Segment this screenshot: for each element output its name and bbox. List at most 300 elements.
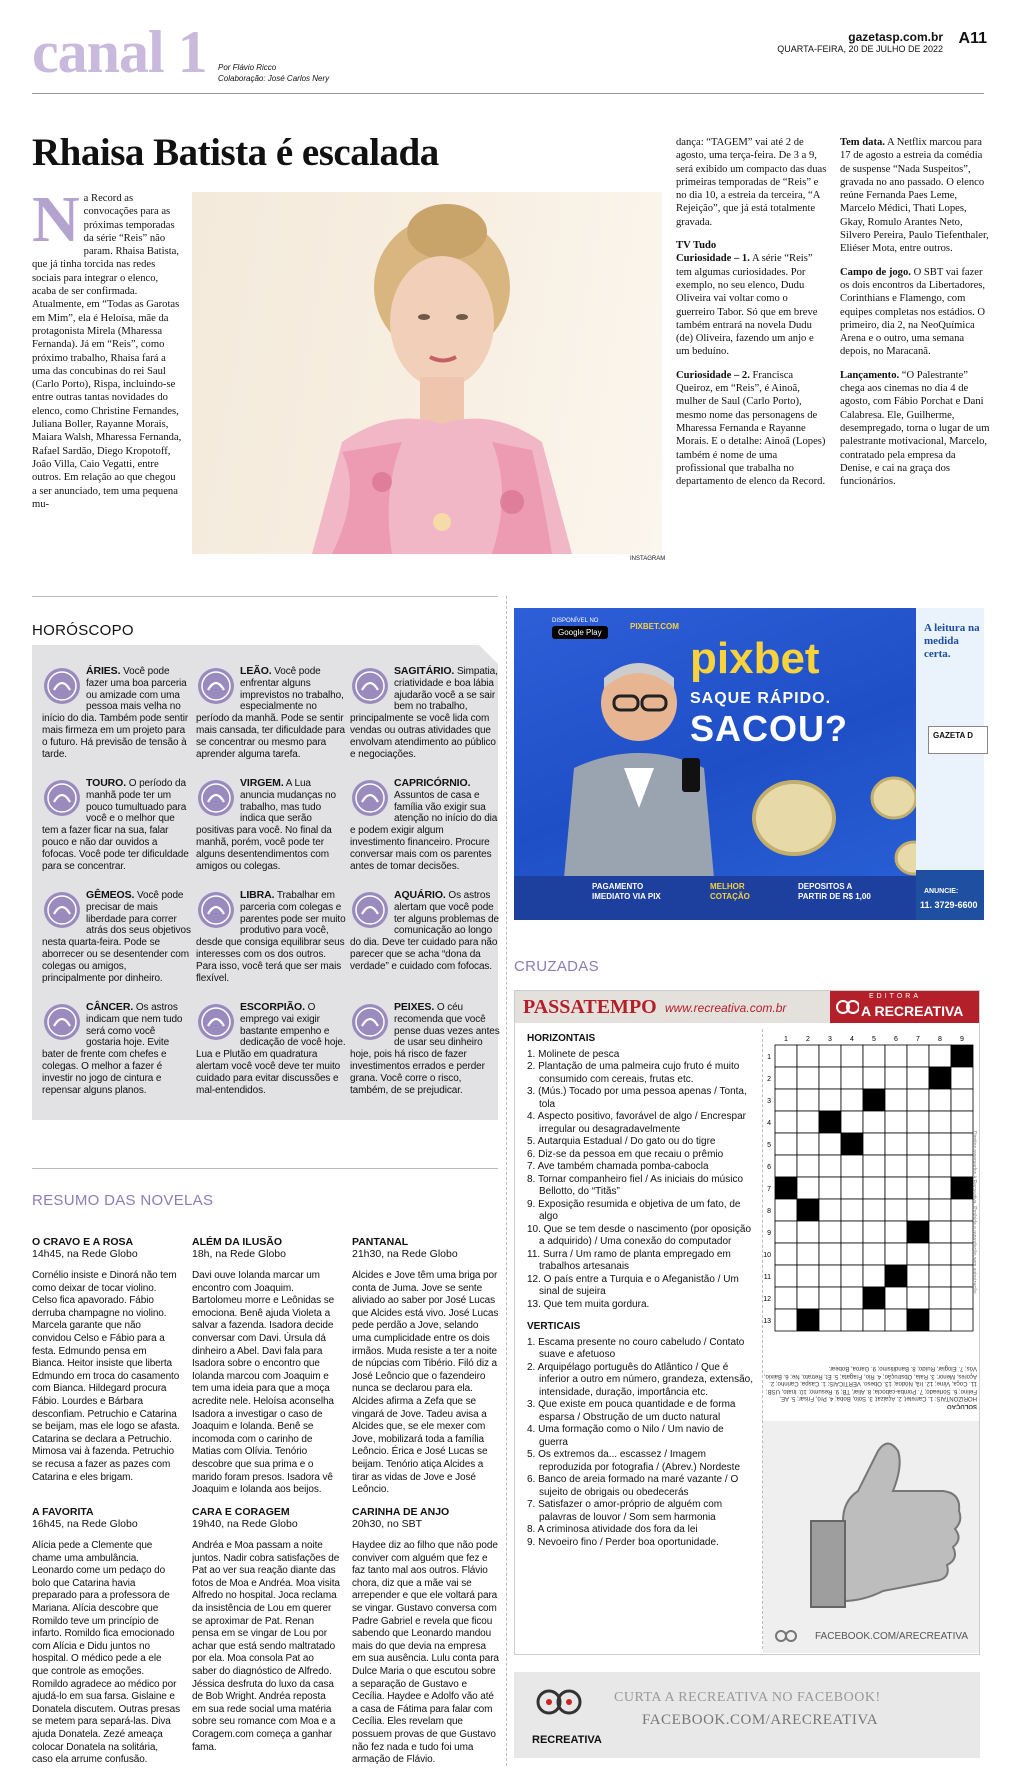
grid-cell[interactable] xyxy=(951,1133,973,1155)
corner-fold-icon xyxy=(479,645,499,665)
section-logo: canal 1 xyxy=(32,19,207,85)
clue-horizontal: 4. Aspecto positivo, favorável de algo / Encrespar irregular ou desagradavelmente xyxy=(527,1111,747,1135)
clue-vertical: 1. Escama presente no couro cabeludo / Contato suave e afetuoso xyxy=(527,1336,745,1360)
grid-cell[interactable] xyxy=(885,1287,907,1309)
grid-cell[interactable] xyxy=(885,1221,907,1243)
divider-novelas xyxy=(32,1168,498,1169)
novela-summary: Andréa e Moa passam a noite juntos. Nadir cobra satisfações de Pat ao ver sua reação diante das fotos de Moa e Andréa. Moa visita Alfredo no hospital. Joca reclama da insistência de Lou em querer se aproximar de Pat. Renan pensa em se vingar de Lou por achar que está sendo maltratado por ela. Moa consola Pat ao saber do diagnóstico de Alfredo. Jéssica desfruta do luxo da casa de Bob Wright. Andréa reposta em sua rede social uma matéria sobre seu romance com Moa e a Coragem.com começa a ganhar fama. xyxy=(192,1540,340,1753)
clue-vertical: 8. A criminosa atividade dos fora da lei xyxy=(527,1524,698,1535)
grid-cell[interactable] xyxy=(841,1287,863,1309)
verticais-list xyxy=(527,1337,755,1550)
grid-cell[interactable] xyxy=(951,1287,973,1309)
side-ad-text: A leitura na medida certa. xyxy=(924,622,980,660)
grid-cell[interactable] xyxy=(929,1045,951,1067)
grid-cell[interactable] xyxy=(907,1199,929,1221)
horoscope-sign-name: ESCORPIÃO. xyxy=(240,1001,305,1013)
novela-item xyxy=(32,1236,180,1498)
clue-horizontal: 2. Plantação de uma palmeira cujo fruto é muito consumido com cereais, frutas etc. xyxy=(527,1061,740,1085)
grid-cell[interactable] xyxy=(929,1243,951,1265)
clue-vertical: 5. Os extremos da... escassez / Imagem reproduzida por fotografia / (Abrev.) Nordeste xyxy=(527,1449,741,1473)
grid-cell[interactable] xyxy=(819,1155,841,1177)
horoscope-sign-name: ÁRIES. xyxy=(86,665,121,677)
grid-cell[interactable] xyxy=(819,1199,841,1221)
issue-date: QUARTA-FEIRA, 20 DE JULHO DE 2022 xyxy=(777,44,943,54)
dropcap: N xyxy=(32,192,80,256)
cruzadas-title: CRUZADAS xyxy=(514,958,599,975)
side-ad[interactable] xyxy=(916,608,984,920)
horoscope-sign-name: LEÃO. xyxy=(240,665,272,677)
grid-cell[interactable] xyxy=(951,1111,973,1133)
grid-row-number: 2 xyxy=(767,1076,771,1083)
grid-cell[interactable] xyxy=(929,1111,951,1133)
grid-cell[interactable] xyxy=(797,1287,819,1309)
side-ad-phone[interactable]: 11. 3729-6600 xyxy=(920,900,978,910)
grid-block xyxy=(797,1309,819,1331)
grid-cell[interactable] xyxy=(885,1199,907,1221)
thumbs-up-icon xyxy=(763,1421,979,1621)
grid-cell[interactable] xyxy=(775,1089,797,1111)
grid-cell[interactable] xyxy=(885,1177,907,1199)
horoscope-sign xyxy=(350,778,500,886)
verticais-title: VERTICAIS xyxy=(527,1321,581,1332)
horoscope-sign-name: AQUÁRIO. xyxy=(394,889,446,901)
grid-cell[interactable] xyxy=(841,1045,863,1067)
grid-cell[interactable] xyxy=(841,1221,863,1243)
grid-cell[interactable] xyxy=(929,1089,951,1111)
grid-cell[interactable] xyxy=(775,1287,797,1309)
clue-horizontal: 9. Exposição resumida e objetiva de um fato, de algo xyxy=(527,1198,741,1222)
horoscope-sign xyxy=(196,890,346,998)
novela-title: ALÉM DA ILUSÃO xyxy=(192,1236,283,1248)
novela-summary: Davi ouve Iolanda marcar um encontro com Joaquim. Bartolomeu morre e Leônidas se emociona. Benê ajuda Violeta a salvar a fazenda. Isadora decide conversar com Davi. Úrsula dá dinheiro a Abel. Davi fala para Isadora sobre o encontro que Iolanda marcou com Joaquim e tem uma ideia para que a moça acredite nele. Heloísa aconselha Isadora a investigar o caso de Joaquim e Iolanda. Benê se incomoda com o carinho de Matias com Olívia. Tenório descobre que sua prima e o marido foram presos. Isadora vê Joaquim e Iolanda aos beijos. xyxy=(192,1270,335,1496)
passatempo-box xyxy=(514,990,980,1655)
col3-heading-temdata: Tem data. xyxy=(840,137,885,148)
grid-cell[interactable] xyxy=(841,1155,863,1177)
horoscope-text xyxy=(42,1002,192,1096)
grid-cell[interactable] xyxy=(841,1067,863,1089)
grid-cell[interactable] xyxy=(885,1309,907,1331)
grid-cell[interactable] xyxy=(819,1089,841,1111)
novela-title: A FAVORITA xyxy=(32,1506,94,1518)
grid-block xyxy=(775,1177,797,1199)
clue-horizontal: 6. Diz-se da pessoa em que recaiu o prêmio xyxy=(527,1148,724,1160)
fb-banner-line-2[interactable]: FACEBOOK.COM/ARECREATIVA xyxy=(642,1712,879,1728)
novelas-title: RESUMO DAS NOVELAS xyxy=(32,1192,214,1209)
article-photo xyxy=(192,192,662,554)
novela-summary: Cornélio insiste e Dinorá não tem como deixar de tocar violino. Celso fica apavorado. Fábio derruba champagne no violino. Marcela garante que não convidou Celso e Fábio para a festa. Edmundo pensa em Bianca. Heitor insiste que liberta Edmundo em troca do casamento com Bianca. Hildegard procura Fábio. Lourdes e Bárbara desconfiam. Petruchio e Catarina se beijam, mas ele logo se afasta. Catarina se declara a Petruchio. Mimosa vai à fazenda. Petruchio se recusa a fazer as pazes com Catarina e eles brigam. xyxy=(32,1270,180,1483)
grid-cell[interactable] xyxy=(819,1221,841,1243)
novela-summary: Alícia pede a Clemente que chame uma ambulância. Leonardo come um pedaço do bolo que Catarina havia preparado para a professora de Mariana. Alícia descobre que Romildo teve um princípio de infarto. Romildo fica emocionado com Alícia e Didu juntos no hospital. O médico pede a ele que controle as emoções. Romildo agradece ao médico por ajudá-lo em sua farsa. Gislaine e Donatela discutem. Outras presas se metem para separá-las. Diva ajuda Donatela. Zezé ameaça colocar Donatela na solitária, caso ela arrume confusão. xyxy=(32,1540,180,1766)
novela-schedule: 19h40, na Rede Globo xyxy=(192,1518,298,1530)
novela-title: PANTANAL xyxy=(352,1236,409,1248)
grid-cell[interactable] xyxy=(841,1199,863,1221)
col2-heading-curiosidade-1: Curiosidade – 1. xyxy=(676,253,750,265)
ad-feature-1: PAGAMENTO IMEDIATO VIA PIX xyxy=(592,882,661,901)
horoscope-sign xyxy=(350,1002,500,1110)
novela-item xyxy=(192,1236,340,1498)
facebook-inner-link[interactable]: FACEBOOK.COM/ARECREATIVA xyxy=(815,1631,968,1642)
clue-horizontal: 11. Surra / Um ramo de planta empregado em trabalhos artesanais xyxy=(527,1248,731,1272)
horoscope-text xyxy=(350,1002,500,1096)
grid-col-number: 3 xyxy=(828,1036,832,1043)
fb-banner-line-1: CURTA A RECREATIVA NO FACEBOOK! xyxy=(614,1690,881,1705)
col2-para-2: A série “Reis” tem algumas curiosidades. Por exemplo, no seu elenco, Dudu Oliveira vai voltar como o guerreiro Tabor. Só que em breve também entrará na novela Dudu (de) Oliveira, fazendo um anjo e um beduíno. xyxy=(676,253,818,358)
grid-cell[interactable] xyxy=(797,1177,819,1199)
grid-cell[interactable] xyxy=(775,1111,797,1133)
grid-row-number: 9 xyxy=(767,1230,771,1237)
col3-para-1: A Netflix marcou para 17 de agosto a estreia da comédia de suspense “Nada Suspeitos”, gravada no ano passado. O elenco reúne Fernanda Paes Leme, Marcelo Médici, Thati Lopes, Gkay, Romulo Arantes Neto, Silvero Pereira, Paulo Tiefenthaler, Eliéser Mota, entre outros. xyxy=(840,137,989,255)
grid-cell[interactable] xyxy=(863,1221,885,1243)
horoscope-sign xyxy=(42,1002,192,1110)
col2-heading-tvtudo: TV Tudo xyxy=(676,240,717,252)
solution-block xyxy=(763,1359,977,1409)
horoscope-sign-name: CÂNCER. xyxy=(86,1001,134,1013)
column-divider xyxy=(506,596,507,1766)
col3-para-3: “O Palestrante” chega aos cinemas no dia 4 de agosto, com Fábio Porchat e Dani Calabresa. Ele, Guilherme, desempregado, torna o lugar de um palestrante motivacional, Marcelo, contratado pela empresa da Denise, e cai na graça dos funcionários. xyxy=(840,369,990,488)
grid-cell[interactable] xyxy=(951,1199,973,1221)
grid-cell[interactable] xyxy=(929,1309,951,1331)
novela-schedule: 18h, na Rede Globo xyxy=(192,1248,286,1260)
grid-cell[interactable] xyxy=(841,1177,863,1199)
grid-cell[interactable] xyxy=(929,1221,951,1243)
grid-block xyxy=(885,1265,907,1287)
grid-cell[interactable] xyxy=(885,1067,907,1089)
grid-cell[interactable] xyxy=(885,1133,907,1155)
grid-cell[interactable] xyxy=(775,1199,797,1221)
google-play-badge[interactable]: Google Play xyxy=(552,626,608,639)
horoscope-sign-name: VIRGEM. xyxy=(240,777,284,789)
ad-feature-2: MELHOR COTAÇÃO xyxy=(710,882,750,901)
grid-cell[interactable] xyxy=(819,1067,841,1089)
grid-cell[interactable] xyxy=(885,1089,907,1111)
horoscope-sign-name: PEIXES. xyxy=(394,1001,435,1013)
publisher-editora: EDITORA xyxy=(869,993,921,1000)
clue-vertical: 7. Satisfazer o amor-próprio de alguém com palavras de louvor / Som sem harmonia xyxy=(527,1499,723,1523)
grid-cell[interactable] xyxy=(775,1221,797,1243)
grid-cell[interactable] xyxy=(929,1287,951,1309)
grid-cell[interactable] xyxy=(863,1265,885,1287)
publisher-name: A RECREATIVA xyxy=(861,1003,964,1019)
grid-cell[interactable] xyxy=(775,1243,797,1265)
novela-summary: Alcides e Jove têm uma briga por conta de Juma. Jove se sente aliviado ao saber por José Lucas que Alcides está vivo. José Lucas pede perdão a Jove, selando uma cumplicidade entre os dois irmãos. Muda resiste a ter a noite de núpcias com Tibério. Filó diz a José Leôncio que o fazendeiro nunca se declarou para ela. Alcides afirma a Zefa que se vingará de Jove. Tadeu avisa a Alcides que, se ele mexer com Jove, mobilizará toda a família Leôncio. Érica e José Lucas se beijam. Tenório atiça Alcides a tirar as vidas de Jove e José Leôncio. xyxy=(352,1270,499,1496)
novela-item xyxy=(352,1236,500,1498)
clue-vertical: 3. Que existe em pouca quantidade e de forma esparsa / Obstrução de um ducto natural xyxy=(527,1399,736,1423)
clue-vertical: 6. Banco de areia formado na maré vazante / O sujeito de obrigais ou obedecerás xyxy=(527,1474,739,1498)
horoscope-sign xyxy=(350,666,500,774)
passatempo-url[interactable]: www.recreativa.com.br xyxy=(665,1001,787,1015)
grid-row-number: 6 xyxy=(767,1164,771,1171)
grid-cell[interactable] xyxy=(797,1133,819,1155)
clue-horizontal: 10. Que se tem desde o nascimento (por oposição a adquirido) / Uma conexão do computador xyxy=(527,1223,752,1247)
facebook-banner[interactable] xyxy=(514,1672,980,1758)
horoscope-sign-text: O emprego vai exigir bastante empenho e dedicação de você hoje. Lua e Plutão em quadratura alertam você você deve ter muito cuidado para evitar discussões e mal-entendidos. xyxy=(196,1002,346,1096)
grid-row-number: 12 xyxy=(763,1296,771,1303)
page-number: A11 xyxy=(958,30,987,47)
horoscope-text xyxy=(196,890,346,984)
ad-site[interactable]: PIXBET.COM xyxy=(630,622,679,631)
divider-horoscope xyxy=(32,596,498,597)
grid-cell[interactable] xyxy=(797,1221,819,1243)
grid-cell[interactable] xyxy=(775,1045,797,1067)
grid-cell[interactable] xyxy=(929,1199,951,1221)
grid-cell[interactable] xyxy=(907,1045,929,1067)
site-url[interactable]: gazetasp.com.br xyxy=(848,30,943,44)
horoscope-text xyxy=(196,778,346,872)
horizontais-clues xyxy=(527,1033,755,1549)
ad-brand: pixbet xyxy=(690,634,820,683)
article-col-1-text: a Record as convocações para as próximas temporadas da série “Reis” não param. Rhaisa Batista, que já tinha torcida nas redes sociais para integrar o elenco, acaba de ser confirmada. Atualmente, em “Todas as Garotas em Mim”, ela é Heloísa, mãe da protagonista Mirela (Mharessa Fernanda). Já em “Reis”, como próximo trabalho, Rhaisa fará a uma das concubinas do rei Saul (Carlo Porto), Rispa, incluindo-se entre outras tantas novidades do elenco, como Christine Fernandes, Juliana Boller, Rayanne Morais, Maiara Walsh, Mharessa Fernanda, Rafael Sardão, Diego Kropotoff, João Villa, Caio Vegatti, entre outros. Em relação ao que chegou a ser anunciado, tem uma pequena mu- xyxy=(32,193,182,510)
novela-schedule: 16h45, na Rede Globo xyxy=(32,1518,138,1530)
clue-horizontal: 7. Ave também chamada pomba-cabocla xyxy=(527,1161,709,1172)
horoscope-sign-name: LIBRA. xyxy=(240,889,275,901)
horoscope-sign-text: Os astros alertam que você pode ter alguns problemas de comunicação ao longo do dia. Deve ter cuidado para não parecer que se acha “dona da verdade” e cuidado com fofocas. xyxy=(350,890,499,972)
horoscope-sign-text: A Lua anuncia mudanças no trabalho, mas tudo indica que serão positivas para você. No final da manhã, porém, você pode ter alguns desentendimentos com amigos ou colegas. xyxy=(196,778,336,872)
horoscope-sign-text: O período da manhã pode ter um pouco tumultuado para você e o melhor que tem a fazer ficar na sua, falar pouco e não dar ouvidos a fofocas. Você pode ter dificuldade para se concentrar. xyxy=(42,778,189,872)
grid-cell[interactable] xyxy=(797,1045,819,1067)
side-ad-newspaper: GAZETA D xyxy=(928,726,988,754)
grid-block xyxy=(907,1309,929,1331)
clue-vertical: 9. Nevoeiro fino / Perder boa oportunidade. xyxy=(527,1536,719,1548)
grid-cell[interactable] xyxy=(885,1111,907,1133)
grid-row-number: 10 xyxy=(763,1252,771,1259)
grid-cell[interactable] xyxy=(775,1155,797,1177)
ad-line-2: SACOU? xyxy=(690,708,848,749)
clue-horizontal: 1. Molinete de pesca xyxy=(527,1048,620,1060)
col2-para-1: dança: “TAGEM” vai até 2 de agosto, uma terça-feira. De 3 a 9, será exibido um compacto das duas primeiras temporadas de “Reis” e no dia 10, a estreia da terceira, “A Rejeição”, que já está totalmente gravada. xyxy=(676,137,827,228)
crossword-grid[interactable] xyxy=(761,1029,979,1359)
presenter-illustration xyxy=(544,648,714,878)
grid-cell[interactable] xyxy=(951,1067,973,1089)
owl-logo-icon xyxy=(835,995,859,1019)
grid-cell[interactable] xyxy=(929,1265,951,1287)
grid-row-number: 8 xyxy=(767,1208,771,1215)
grid-cell[interactable] xyxy=(819,1177,841,1199)
clue-vertical: 2. Arquipélago português do Atlântico / Que é inferior a outro em número, grandeza, extensão, intensidade, duração, importância etc. xyxy=(527,1361,754,1398)
solution-text: HORIZONTAIS: 1. Carretel; 2. Açaizal; 3. Solo, Boba; 4. Pró, Frisar; 5. AE, Felino; 6. Sorteado; 7. Pomba-cabocla; 8. Aliar, TB; 9. Resumo; 10. Inato, USB; 11. Coça, Vime; 12. Irã, Nódoa; 13. Obeso. VERTICAIS: 1. Caspa, Carinho; 2. Açores, Menor; 3. Rala, Obstrução; 4. Rio, Fragata; 5. Et, Retrato, Ne; 6. Baixio, Vós; 7. Elogiar, Ruído; 8. Banditismo; 9. Garoa, Bobear. xyxy=(763,1365,977,1402)
article-col-2 xyxy=(676,136,828,562)
horoscope-sign-text: Os astros indicam que nem tudo será como você gostaria hoje. Evite bater de frente com chefes e colegas. O melhor a fazer é investir no jogo de cintura e repensar alguns planos. xyxy=(42,1002,183,1096)
pixbet-ad[interactable] xyxy=(514,608,951,920)
grid-cell[interactable] xyxy=(797,1089,819,1111)
grid-cell[interactable] xyxy=(841,1243,863,1265)
horoscope-sign-name: CAPRICÓRNIO. xyxy=(394,777,471,789)
grid-cell[interactable] xyxy=(775,1133,797,1155)
woman-portrait-illustration xyxy=(192,192,662,554)
grid-cell[interactable] xyxy=(841,1111,863,1133)
grid-cell[interactable] xyxy=(951,1309,973,1331)
horoscope-sign xyxy=(42,890,192,998)
grid-cell[interactable] xyxy=(819,1243,841,1265)
grid-col-number: 5 xyxy=(872,1036,876,1043)
grid-cell[interactable] xyxy=(841,1309,863,1331)
col2-para-3: Francisca Queiroz, em “Reis”, é Ainoã, mulher de Saul (Carlo Porto), mesmo nome das personagens de Mharessa Fernanda e Rayanne Morais. E o detalhe: Ainoã (Lopes) também é nome de uma profissional que trabalha no departamento de elenco da Record. xyxy=(676,369,826,488)
grid-block xyxy=(907,1221,929,1243)
byline xyxy=(218,62,329,84)
clue-horizontal: 12. O país entre a Turquia e o Afeganistão / Um sinal de sujeira xyxy=(527,1273,739,1297)
grid-row-number: 5 xyxy=(767,1142,771,1149)
horoscope-sign xyxy=(350,890,500,998)
grid-cell[interactable] xyxy=(951,1265,973,1287)
horoscope-text xyxy=(42,666,192,760)
passatempo-brand: PASSATEMPO xyxy=(523,996,657,1018)
grid-cell[interactable] xyxy=(929,1177,951,1199)
grid-cell[interactable] xyxy=(951,1243,973,1265)
thumbs-up-panel xyxy=(763,1421,979,1653)
grid-block xyxy=(951,1177,973,1199)
article-headline: Rhaisa Batista é escalada xyxy=(32,131,439,174)
clue-vertical: 4. Uma formação como o Nilo / Um navio de guerra xyxy=(527,1424,724,1448)
recreativa-logo-text: RECREATIVA xyxy=(532,1734,602,1746)
side-ad-label: ANUNCIE: xyxy=(924,888,959,895)
grid-cell[interactable] xyxy=(797,1111,819,1133)
novela-title: CARINHA DE ANJO xyxy=(352,1506,450,1518)
grid-block xyxy=(841,1133,863,1155)
grid-row-number: 1 xyxy=(767,1054,771,1061)
horoscope-sign-text: Você pode fazer uma boa parceria ou amizade com uma pessoa mais velha no início do dia. Também pode sentir mais firmeza em um projeto para o futuro. Há previsão de tensão à tarde. xyxy=(42,666,189,760)
grid-cell[interactable] xyxy=(863,1133,885,1155)
col3-heading-campodejogo: Campo de jogo. xyxy=(840,266,911,278)
grid-cell[interactable] xyxy=(797,1155,819,1177)
grid-cell[interactable] xyxy=(863,1199,885,1221)
horoscope-sign xyxy=(196,778,346,886)
ad-feature-3: DEPOSITOS A PARTIR DE R$ 1,00 xyxy=(798,882,871,901)
grid-cell[interactable] xyxy=(929,1133,951,1155)
horizontais-list xyxy=(527,1049,755,1312)
clue-horizontal: 13. Que tem muita gordura. xyxy=(527,1298,650,1310)
horizontais-title: HORIZONTAIS xyxy=(527,1033,596,1044)
horoscope-sign-name: GÊMEOS. xyxy=(86,889,135,901)
grid-cell[interactable] xyxy=(819,1045,841,1067)
novela-item xyxy=(352,1506,500,1768)
grid-cell[interactable] xyxy=(863,1067,885,1089)
grid-block xyxy=(863,1287,885,1309)
grid-col-number: 9 xyxy=(960,1036,964,1043)
rights-note: Direitos reservados à Recreativa. Proibida a reprodução sem autorização xyxy=(971,1131,977,1294)
grid-cell[interactable] xyxy=(907,1111,929,1133)
novela-title: O CRAVO E A ROSA xyxy=(32,1236,134,1248)
grid-cell[interactable] xyxy=(775,1265,797,1287)
grid-cell[interactable] xyxy=(907,1089,929,1111)
grid-cell[interactable] xyxy=(819,1265,841,1287)
grid-row-number: 11 xyxy=(763,1274,771,1281)
grid-block xyxy=(863,1089,885,1111)
grid-block xyxy=(819,1111,841,1133)
grid-cell[interactable] xyxy=(819,1309,841,1331)
grid-cell[interactable] xyxy=(863,1045,885,1067)
grid-row-number: 13 xyxy=(763,1318,771,1325)
grid-cell[interactable] xyxy=(797,1265,819,1287)
horoscope-sign-name: TOURO. xyxy=(86,777,127,789)
horoscope-sign-text: Assuntos de casa e família vão exigir sua atenção no início do dia e podem exigir algum investimento financeiro. Procure conversar mais com os parentes antes de tomar decisões. xyxy=(350,789,498,872)
novela-item xyxy=(32,1506,180,1768)
grid-col-number: 4 xyxy=(850,1036,854,1043)
article-col-1 xyxy=(32,192,182,560)
owl-mini-icon xyxy=(775,1627,797,1645)
col3-heading-lancamento: Lançamento. xyxy=(840,369,900,381)
grid-cell[interactable] xyxy=(885,1155,907,1177)
grid-cell[interactable] xyxy=(907,1243,929,1265)
grid-col-number: 7 xyxy=(916,1036,920,1043)
byline-author: Por Flávio Ricco xyxy=(218,63,277,72)
col2-heading-curiosidade-2: Curiosidade – 2. xyxy=(676,369,750,381)
grid-cell[interactable] xyxy=(797,1243,819,1265)
grid-cell[interactable] xyxy=(819,1133,841,1155)
grid-cell[interactable] xyxy=(775,1067,797,1089)
clue-horizontal: 8. Tornar companheiro fiel / As iniciais do músico Bellotto, do “Titãs” xyxy=(527,1173,744,1197)
clue-horizontal: 5. Autarquia Estadual / Do gato ou do tigre xyxy=(527,1136,716,1147)
solution-title: SOLUÇÃO xyxy=(947,1403,977,1409)
grid-cell[interactable] xyxy=(841,1265,863,1287)
side-ad-footer xyxy=(916,870,984,920)
grid-cell[interactable] xyxy=(863,1177,885,1199)
grid-cell[interactable] xyxy=(907,1177,929,1199)
grid-cell[interactable] xyxy=(929,1155,951,1177)
grid-row-number: 3 xyxy=(767,1098,771,1105)
grid-cell[interactable] xyxy=(797,1067,819,1089)
grid-cell[interactable] xyxy=(907,1155,929,1177)
grid-cell[interactable] xyxy=(885,1243,907,1265)
novela-schedule: 14h45, na Rede Globo xyxy=(32,1248,138,1260)
grid-cell[interactable] xyxy=(907,1287,929,1309)
horoscope-text xyxy=(42,890,192,984)
horoscope-sign xyxy=(42,666,192,774)
grid-cell[interactable] xyxy=(863,1309,885,1331)
grid-cell[interactable] xyxy=(951,1221,973,1243)
grid-col-number: 1 xyxy=(784,1036,788,1043)
horoscope-title: HORÓSCOPO xyxy=(32,622,134,639)
novela-schedule: 21h30, na Rede Globo xyxy=(352,1248,458,1260)
grid-cell[interactable] xyxy=(907,1067,929,1089)
byline-collab: Colaboração: José Carlos Nery xyxy=(218,74,330,83)
horoscope-text xyxy=(350,666,500,760)
grid-cell[interactable] xyxy=(863,1243,885,1265)
grid-cell[interactable] xyxy=(863,1111,885,1133)
grid-cell[interactable] xyxy=(775,1309,797,1331)
novela-summary: Haydee diz ao filho que não pode conviver com alguém que fez e faz tanto mal aos outros. Flávio chora, diz que a mãe vai se arrepender e que ele voltará para se vingar. Gustavo conversa com Padre Gabriel e revela que ficou sabendo que Leonardo mandou mais do que devia na empresa em sua ausência. Lulu conta para Dulce Maria o que escutou sobre a separação de Gustavo e Cecília. Haydee e Adolfo vão até a casa de Fátima para falar com Cecília. Eles revelam que possuem provas de que Gustavo não fez nada e tudo foi uma armação de Flávio. xyxy=(352,1540,499,1766)
horoscope-text xyxy=(196,666,346,760)
grid-cell[interactable] xyxy=(907,1265,929,1287)
novela-schedule: 20h30, no SBT xyxy=(352,1518,423,1530)
clue-horizontal: 3. (Mús.) Tocado por uma pessoa apenas / Tonta, tola xyxy=(527,1086,747,1110)
grid-row-number: 4 xyxy=(767,1120,771,1127)
horoscope-sign xyxy=(196,1002,346,1110)
grid-cell[interactable] xyxy=(907,1133,929,1155)
grid-cell[interactable] xyxy=(863,1155,885,1177)
horoscope-sign-text: Simpatia, criatividade e boa lábia ajudarão você a se sair bem no trabalho, principalmente se você lida com vendas ou outras atividades que envolvam atendimento ao público e negociações. xyxy=(350,666,498,760)
grid-col-number: 6 xyxy=(894,1036,898,1043)
grid-col-number: 8 xyxy=(938,1036,942,1043)
horoscope-sign xyxy=(42,778,192,886)
photo-credit: INSTAGRAM xyxy=(630,556,666,562)
ad-available-label: DISPONÍVEL NO xyxy=(552,618,599,624)
grid-cell[interactable] xyxy=(951,1155,973,1177)
horoscope-sign-text: Trabalhar em parceria com colegas e parentes pode ser muito produtivo para você, desde que consiga equilibrar seus interesses com os dos outros. Para isso, você terá que ser mais flexível. xyxy=(196,890,346,984)
grid-block xyxy=(951,1045,973,1067)
grid-block xyxy=(929,1067,951,1089)
grid-cell[interactable] xyxy=(819,1287,841,1309)
horoscope-text xyxy=(350,890,500,973)
horoscope-sign-text: O céu recomenda que você pense duas vezes antes de usar seu dinheiro hoje, pois há risco de fazer investimentos errados e perder grana. Você corre o risco, também, de se prejudicar. xyxy=(350,1002,500,1096)
grid-cell[interactable] xyxy=(841,1089,863,1111)
horoscope-text xyxy=(350,778,500,872)
article-col-3 xyxy=(840,136,990,562)
grid-cell[interactable] xyxy=(951,1089,973,1111)
horoscope-text xyxy=(42,778,192,872)
horoscope-sign xyxy=(196,666,346,774)
col3-para-2: O SBT vai fazer os dois encontros da Libertadores, Corinthians e Flamengo, com equipes completas nos estádios. O primeiro, dia 2, na NeoQuímica Arena e o outro, uma semana depois, no Maracanã. xyxy=(840,266,986,358)
grid-block xyxy=(797,1199,819,1221)
grid-cell[interactable] xyxy=(885,1045,907,1067)
